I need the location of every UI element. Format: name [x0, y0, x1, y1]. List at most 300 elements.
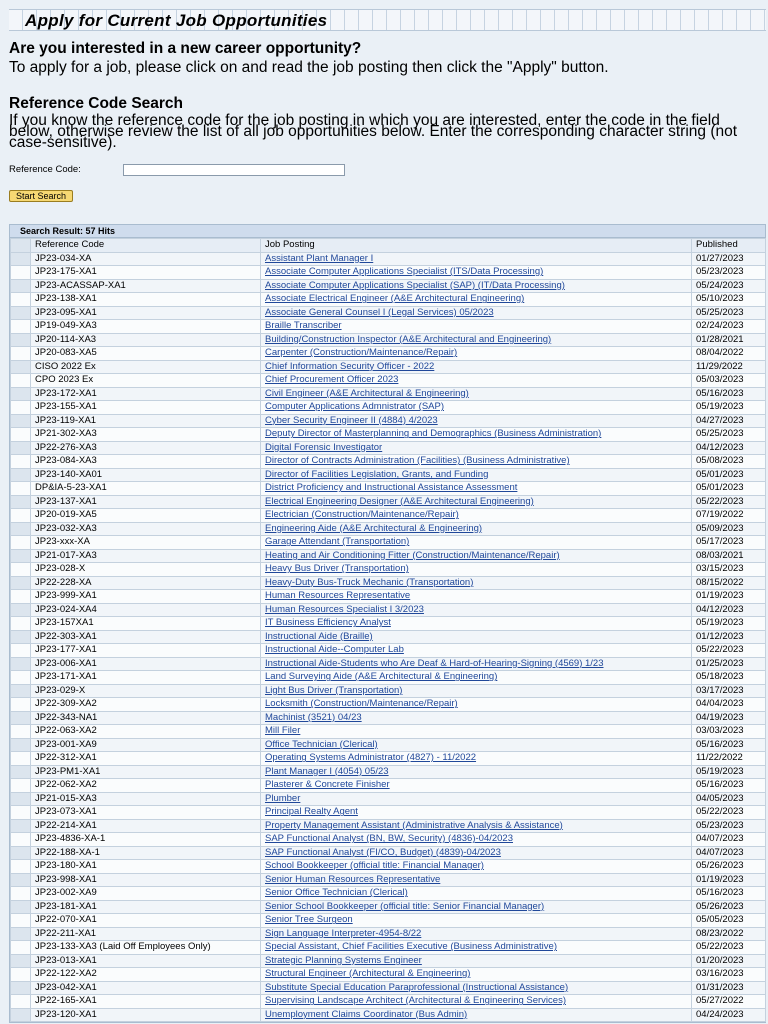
table-row[interactable]	[11, 1008, 766, 1022]
job-posting-link[interactable]: Instructional Aide-Students who Are Deaf & Hard-of-Hearing-Signing (4569) 1/23	[261, 657, 692, 671]
table-row[interactable]	[11, 738, 766, 752]
published-date-cell: 05/22/2023	[692, 806, 766, 820]
published-date-cell: 05/16/2023	[692, 738, 766, 752]
reference-code-cell: JP23-172-XA1	[31, 387, 261, 401]
table-row[interactable]	[11, 698, 766, 712]
search-heading: Reference Code Search	[9, 95, 184, 112]
row-selector[interactable]	[11, 995, 31, 1009]
table-row[interactable]	[11, 549, 766, 563]
job-posting-link[interactable]: Plumber	[261, 792, 692, 806]
table-row[interactable]	[11, 495, 766, 509]
row-selector[interactable]	[11, 684, 31, 698]
published-date-cell: 03/03/2023	[692, 725, 766, 739]
published-date-cell: 01/12/2023	[692, 630, 766, 644]
job-posting-link[interactable]: Land Surveying Aide (A&E Architectural & Engineering)	[261, 671, 692, 685]
job-posting-link[interactable]: Electrician (Construction/Maintenance/Repair)	[261, 509, 692, 523]
table-row[interactable]	[11, 914, 766, 928]
published-date-cell: 03/15/2023	[692, 563, 766, 577]
reference-code-cell: JP19-049-XA3	[31, 320, 261, 334]
table-row[interactable]	[11, 671, 766, 685]
published-date-cell: 05/17/2023	[692, 536, 766, 550]
published-date-cell: 01/31/2023	[692, 981, 766, 995]
published-date-cell: 01/28/2021	[692, 333, 766, 347]
job-posting-link[interactable]: Light Bus Driver (Transportation)	[261, 684, 692, 698]
job-posting-link[interactable]: District Proficiency and Instructional Assistance Assessment	[261, 482, 692, 496]
row-selector[interactable]	[11, 873, 31, 887]
reference-code-cell: JP21-015-XA3	[31, 792, 261, 806]
table-row[interactable]	[11, 320, 766, 334]
published-date-cell: 05/25/2023	[692, 306, 766, 320]
published-date-cell: 04/04/2023	[692, 698, 766, 712]
row-selector[interactable]	[11, 752, 31, 766]
reference-code-cell: JP23-180-XA1	[31, 860, 261, 874]
job-posting-link[interactable]: Senior School Bookkeeper (official title: Senior Financial Manager)	[261, 900, 692, 914]
job-posting-link[interactable]: Heating and Air Conditioning Fitter (Construction/Maintenance/Repair)	[261, 549, 692, 563]
reference-code-cell: JP23-029-X	[31, 684, 261, 698]
published-date-cell: 05/16/2023	[692, 387, 766, 401]
row-selector[interactable]	[11, 414, 31, 428]
reference-code-cell: JP23-095-XA1	[31, 306, 261, 320]
published-date-cell: 05/03/2023	[692, 374, 766, 388]
reference-code-cell: JP23-137-XA1	[31, 495, 261, 509]
job-posting-link[interactable]: Heavy Bus Driver (Transportation)	[261, 563, 692, 577]
published-date-cell: 05/19/2023	[692, 765, 766, 779]
results-title: Search Result: 57 Hits	[10, 225, 765, 238]
row-selector[interactable]	[11, 914, 31, 928]
table-row[interactable]	[11, 347, 766, 361]
reference-code-cell: JP23-084-XA3	[31, 455, 261, 469]
table-row[interactable]	[11, 684, 766, 698]
published-date-cell: 05/26/2023	[692, 860, 766, 874]
published-date-cell: 08/15/2022	[692, 576, 766, 590]
job-posting-link[interactable]: Plant Manager I (4054) 05/23	[261, 765, 692, 779]
row-selector[interactable]	[11, 320, 31, 334]
table-row[interactable]	[11, 374, 766, 388]
job-posting-link[interactable]: Associate Electrical Engineer (A&E Architectural Engineering)	[261, 293, 692, 307]
table-row[interactable]	[11, 401, 766, 415]
published-date-cell: 01/19/2023	[692, 590, 766, 604]
row-selector[interactable]	[11, 954, 31, 968]
table-row[interactable]	[11, 455, 766, 469]
table-row[interactable]	[11, 441, 766, 455]
row-selector[interactable]	[11, 252, 31, 266]
published-date-cell: 05/10/2023	[692, 293, 766, 307]
table-row[interactable]	[11, 846, 766, 860]
job-posting-link[interactable]: Braille Transcriber	[261, 320, 692, 334]
published-date-cell: 11/22/2022	[692, 752, 766, 766]
row-selector[interactable]	[11, 293, 31, 307]
reference-code-cell: JP23-140-XA01	[31, 468, 261, 482]
reference-code-cell: JP22-062-XA2	[31, 779, 261, 793]
job-posting-link[interactable]: Machinist (3521) 04/23	[261, 711, 692, 725]
published-date-cell: 04/12/2023	[692, 441, 766, 455]
reference-code-cell: JP23-999-XA1	[31, 590, 261, 604]
table-row[interactable]	[11, 482, 766, 496]
job-posting-link[interactable]: IT Business Efficiency Analyst	[261, 617, 692, 631]
reference-code-cell: JP23-ACASSAP-XA1	[31, 279, 261, 293]
job-posting-link[interactable]: Locksmith (Construction/Maintenance/Repair)	[261, 698, 692, 712]
job-posting-link[interactable]: Associate General Counsel I (Legal Services) 05/2023	[261, 306, 692, 320]
row-selector[interactable]	[11, 401, 31, 415]
reference-code-cell: JP23-032-XA3	[31, 522, 261, 536]
row-selector[interactable]	[11, 981, 31, 995]
column-header-reference-code[interactable]: Reference Code	[31, 239, 261, 253]
row-selector[interactable]	[11, 468, 31, 482]
job-posting-link[interactable]: Engineering Aide (A&E Architectural & Engineering)	[261, 522, 692, 536]
table-row[interactable]	[11, 927, 766, 941]
published-date-cell: 05/01/2023	[692, 482, 766, 496]
job-posting-link[interactable]: Office Technician (Clerical)	[261, 738, 692, 752]
reference-code-label: Reference Code:	[9, 164, 81, 175]
reference-code-cell: JP23-PM1-XA1	[31, 765, 261, 779]
table-row[interactable]	[11, 725, 766, 739]
job-posting-link[interactable]: Garage Attendant (Transportation)	[261, 536, 692, 550]
row-selector[interactable]	[11, 522, 31, 536]
job-posting-link[interactable]: SAP Functional Analyst (FI/CO, Budget) (4839)-04/2023	[261, 846, 692, 860]
reference-code-cell: JP22-312-XA1	[31, 752, 261, 766]
reference-code-cell: JP23-034-XA	[31, 252, 261, 266]
row-selector[interactable]	[11, 333, 31, 347]
published-date-cell: 05/22/2023	[692, 941, 766, 955]
row-selector[interactable]	[11, 549, 31, 563]
table-row[interactable]	[11, 590, 766, 604]
job-posting-link[interactable]: Associate Computer Applications Specialist (SAP) (IT/Data Processing)	[261, 279, 692, 293]
reference-code-cell: JP22-165-XA1	[31, 995, 261, 1009]
table-row[interactable]	[11, 536, 766, 550]
job-posting-link[interactable]: Instructional Aide--Computer Lab	[261, 644, 692, 658]
row-selector[interactable]	[11, 441, 31, 455]
reference-code-cell: JP23-138-XA1	[31, 293, 261, 307]
row-selector[interactable]	[11, 698, 31, 712]
row-selector[interactable]	[11, 927, 31, 941]
job-posting-link[interactable]: Deputy Director of Masterplanning and Demographics (Business Administration)	[261, 428, 692, 442]
published-date-cell: 05/16/2023	[692, 779, 766, 793]
intro-text: To apply for a job, please click on and read the job posting then click the "Apply" button.	[9, 59, 609, 76]
job-posting-link[interactable]: Chief Information Security Officer - 2022	[261, 360, 692, 374]
table-row[interactable]	[11, 630, 766, 644]
published-date-cell: 04/19/2023	[692, 711, 766, 725]
reference-code-cell: JP22-063-XA2	[31, 725, 261, 739]
row-selector[interactable]	[11, 306, 31, 320]
job-posting-link[interactable]: Structural Engineer (Architectural & Engineering)	[261, 968, 692, 982]
published-date-cell: 05/08/2023	[692, 455, 766, 469]
row-selector[interactable]	[11, 819, 31, 833]
table-row[interactable]	[11, 752, 766, 766]
published-date-cell: 04/27/2023	[692, 414, 766, 428]
row-selector[interactable]	[11, 846, 31, 860]
row-selector[interactable]	[11, 765, 31, 779]
published-date-cell: 05/23/2023	[692, 266, 766, 280]
table-row[interactable]	[11, 792, 766, 806]
reference-code-cell: JP22-122-XA2	[31, 968, 261, 982]
table-row[interactable]	[11, 387, 766, 401]
job-posting-link[interactable]: Operating Systems Administrator (4827) - 11/2022	[261, 752, 692, 766]
job-posting-link[interactable]: Strategic Planning Systems Engineer	[261, 954, 692, 968]
row-selector[interactable]	[11, 360, 31, 374]
select-all-cell[interactable]	[11, 239, 31, 253]
reference-code-cell: JP22-070-XA1	[31, 914, 261, 928]
published-date-cell: 01/25/2023	[692, 657, 766, 671]
published-date-cell: 05/22/2023	[692, 644, 766, 658]
reference-code-cell: JP23-157XA1	[31, 617, 261, 631]
job-posting-link[interactable]: Assistant Plant Manager I	[261, 252, 692, 266]
row-selector[interactable]	[11, 860, 31, 874]
reference-code-cell: JP22-276-XA3	[31, 441, 261, 455]
reference-code-cell: JP23-002-XA9	[31, 887, 261, 901]
table-row[interactable]	[11, 306, 766, 320]
table-row[interactable]	[11, 468, 766, 482]
row-selector[interactable]	[11, 590, 31, 604]
row-selector[interactable]	[11, 630, 31, 644]
row-selector[interactable]	[11, 603, 31, 617]
job-posting-link[interactable]: Carpenter (Construction/Maintenance/Repair)	[261, 347, 692, 361]
published-date-cell: 07/19/2022	[692, 509, 766, 523]
published-date-cell: 05/19/2023	[692, 401, 766, 415]
row-selector[interactable]	[11, 347, 31, 361]
row-selector[interactable]	[11, 779, 31, 793]
published-date-cell: 05/16/2023	[692, 887, 766, 901]
reference-code-cell: JP23-133-XA3 (Laid Off Employees Only)	[31, 941, 261, 955]
job-posting-link[interactable]: Plasterer & Concrete Finisher	[261, 779, 692, 793]
job-posting-link[interactable]: Associate Computer Applications Specialist (ITS/Data Processing)	[261, 266, 692, 280]
row-selector[interactable]	[11, 509, 31, 523]
reference-code-cell: CISO 2022 Ex	[31, 360, 261, 374]
table-row[interactable]	[11, 806, 766, 820]
job-posting-link[interactable]: Computer Applications Admnistrator (SAP)	[261, 401, 692, 415]
job-posting-link[interactable]: Sign Language Interpreter-4954-8/22	[261, 927, 692, 941]
published-date-cell: 05/24/2023	[692, 279, 766, 293]
row-selector[interactable]	[11, 495, 31, 509]
published-date-cell: 04/24/2023	[692, 1008, 766, 1022]
job-posting-link[interactable]: Principal Realty Agent	[261, 806, 692, 820]
table-row[interactable]	[11, 941, 766, 955]
row-selector[interactable]	[11, 455, 31, 469]
row-selector[interactable]	[11, 887, 31, 901]
published-date-cell: 02/24/2023	[692, 320, 766, 334]
table-row[interactable]	[11, 576, 766, 590]
row-selector[interactable]	[11, 738, 31, 752]
reference-code-cell: JP23-119-XA1	[31, 414, 261, 428]
reference-code-cell: JP23-001-XA9	[31, 738, 261, 752]
table-row[interactable]	[11, 711, 766, 725]
search-results	[9, 224, 766, 1023]
row-selector[interactable]	[11, 806, 31, 820]
reference-code-cell: JP22-211-XA1	[31, 927, 261, 941]
table-row[interactable]	[11, 644, 766, 658]
row-selector[interactable]	[11, 536, 31, 550]
job-posting-link[interactable]: Digital Forensic Investigator	[261, 441, 692, 455]
published-date-cell: 05/01/2023	[692, 468, 766, 482]
table-row[interactable]	[11, 779, 766, 793]
row-selector[interactable]	[11, 833, 31, 847]
reference-code-cell: JP20-019-XA5	[31, 509, 261, 523]
table-header-row	[11, 239, 766, 253]
reference-code-cell: JP23-171-XA1	[31, 671, 261, 685]
start-search-button[interactable]: Start Search	[9, 190, 73, 202]
results-table	[10, 238, 766, 1022]
row-selector[interactable]	[11, 900, 31, 914]
table-row[interactable]	[11, 279, 766, 293]
table-row[interactable]	[11, 873, 766, 887]
job-posting-link[interactable]: Electrical Engineering Designer (A&E Architectural Engineering)	[261, 495, 692, 509]
published-date-cell: 05/26/2023	[692, 900, 766, 914]
job-posting-link[interactable]: Director of Facilities Legislation, Grants, and Funding	[261, 468, 692, 482]
published-date-cell: 05/22/2023	[692, 495, 766, 509]
reference-code-cell: JP23-013-XA1	[31, 954, 261, 968]
reference-code-cell: JP20-083-XA5	[31, 347, 261, 361]
reference-code-cell: CPO 2023 Ex	[31, 374, 261, 388]
table-row[interactable]	[11, 968, 766, 982]
row-selector[interactable]	[11, 1008, 31, 1022]
job-posting-link[interactable]: Building/Construction Inspector (A&E Architectural and Engineering)	[261, 333, 692, 347]
column-header-published[interactable]: Published	[692, 239, 766, 253]
reference-code-cell: JP22-188-XA-1	[31, 846, 261, 860]
reference-code-cell: JP23-998-XA1	[31, 873, 261, 887]
job-posting-link[interactable]: Chief Procurement Officer 2023	[261, 374, 692, 388]
job-posting-link[interactable]: School Bookkeeper (official title: Financial Manager)	[261, 860, 692, 874]
published-date-cell: 05/18/2023	[692, 671, 766, 685]
job-posting-link[interactable]: Supervising Landscape Architect (Architectural & Engineering Services)	[261, 995, 692, 1009]
table-row[interactable]	[11, 360, 766, 374]
reference-code-cell: JP23-006-XA1	[31, 657, 261, 671]
reference-code-input[interactable]	[123, 164, 345, 176]
row-selector[interactable]	[11, 617, 31, 631]
table-row[interactable]	[11, 765, 766, 779]
job-posting-link[interactable]: Senior Office Technician (Clerical)	[261, 887, 692, 901]
intro-heading: Are you interested in a new career opportunity?	[9, 40, 362, 57]
table-row[interactable]	[11, 833, 766, 847]
job-posting-link[interactable]: Civil Engineer (A&E Architectural & Engineering)	[261, 387, 692, 401]
table-row[interactable]	[11, 293, 766, 307]
table-row[interactable]	[11, 603, 766, 617]
row-selector[interactable]	[11, 792, 31, 806]
table-row[interactable]	[11, 522, 766, 536]
row-selector[interactable]	[11, 657, 31, 671]
reference-code-cell: JP23-4836-XA-1	[31, 833, 261, 847]
job-posting-link[interactable]: Heavy-Duty Bus-Truck Mechanic (Transportation)	[261, 576, 692, 590]
published-date-cell: 04/07/2023	[692, 833, 766, 847]
published-date-cell: 05/23/2023	[692, 819, 766, 833]
row-selector[interactable]	[11, 387, 31, 401]
job-posting-link[interactable]: Instructional Aide (Braille)	[261, 630, 692, 644]
job-posting-link[interactable]: Unemployment Claims Coordinator (Bus Admin)	[261, 1008, 692, 1022]
published-date-cell: 01/20/2023	[692, 954, 766, 968]
table-row[interactable]	[11, 887, 766, 901]
job-posting-link[interactable]: Human Resources Representative	[261, 590, 692, 604]
row-selector[interactable]	[11, 279, 31, 293]
row-selector[interactable]	[11, 968, 31, 982]
row-selector[interactable]	[11, 725, 31, 739]
table-row[interactable]	[11, 252, 766, 266]
table-row[interactable]	[11, 819, 766, 833]
published-date-cell: 05/05/2023	[692, 914, 766, 928]
reference-code-cell: JP23-024-XA4	[31, 603, 261, 617]
row-selector[interactable]	[11, 482, 31, 496]
table-row[interactable]	[11, 657, 766, 671]
row-selector[interactable]	[11, 941, 31, 955]
table-row[interactable]	[11, 900, 766, 914]
row-selector[interactable]	[11, 563, 31, 577]
row-selector[interactable]	[11, 671, 31, 685]
table-row[interactable]	[11, 266, 766, 280]
reference-code-cell: JP22-343-NA1	[31, 711, 261, 725]
reference-code-cell: JP23-120-XA1	[31, 1008, 261, 1022]
reference-code-cell: JP22-309-XA2	[31, 698, 261, 712]
table-row[interactable]	[11, 509, 766, 523]
published-date-cell: 03/16/2023	[692, 968, 766, 982]
published-date-cell: 11/29/2022	[692, 360, 766, 374]
published-date-cell: 08/04/2022	[692, 347, 766, 361]
job-posting-link[interactable]: Special Assistant, Chief Facilities Executive (Business Administrative)	[261, 941, 692, 955]
published-date-cell: 04/07/2023	[692, 846, 766, 860]
table-row[interactable]	[11, 414, 766, 428]
job-posting-link[interactable]: Substitute Special Education Paraprofessional (Instructional Assistance)	[261, 981, 692, 995]
job-posting-link[interactable]: Director of Contracts Administration (Facilities) (Business Administrative)	[261, 455, 692, 469]
search-instructions: If you know the reference code for the job posting in which you are interested, enter the code in the field below, otherwise review the list of all job opportunities below. Enter the corresponding character string (not case-sensitive).	[9, 112, 738, 151]
published-date-cell: 04/12/2023	[692, 603, 766, 617]
reference-code-cell: DP&IA-5-23-XA1	[31, 482, 261, 496]
row-selector[interactable]	[11, 644, 31, 658]
reference-code-cell: JP20-114-XA3	[31, 333, 261, 347]
table-row[interactable]	[11, 333, 766, 347]
row-selector[interactable]	[11, 374, 31, 388]
published-date-cell: 01/27/2023	[692, 252, 766, 266]
reference-code-cell: JP22-214-XA1	[31, 819, 261, 833]
table-row[interactable]	[11, 428, 766, 442]
table-row[interactable]	[11, 981, 766, 995]
job-posting-link[interactable]: Human Resources Specialist I 3/2023	[261, 603, 692, 617]
reference-code-cell: JP22-303-XA1	[31, 630, 261, 644]
published-date-cell: 08/03/2021	[692, 549, 766, 563]
job-posting-link[interactable]: Mill Filer	[261, 725, 692, 739]
reference-code-cell: JP23-175-XA1	[31, 266, 261, 280]
reference-code-cell: JP23-181-XA1	[31, 900, 261, 914]
reference-code-cell: JP23-073-XA1	[31, 806, 261, 820]
published-date-cell: 01/19/2023	[692, 873, 766, 887]
job-posting-link[interactable]: Senior Human Resources Representative	[261, 873, 692, 887]
row-selector[interactable]	[11, 711, 31, 725]
job-posting-link[interactable]: Cyber Security Engineer II (4884) 4/2023	[261, 414, 692, 428]
row-selector[interactable]	[11, 576, 31, 590]
job-posting-link[interactable]: Senior Tree Surgeon	[261, 914, 692, 928]
reference-code-cell: JP22-228-XA	[31, 576, 261, 590]
results-body	[11, 252, 766, 1022]
published-date-cell: 05/25/2023	[692, 428, 766, 442]
column-header-job-posting[interactable]: Job Posting	[261, 239, 692, 253]
table-row[interactable]	[11, 954, 766, 968]
table-row[interactable]	[11, 860, 766, 874]
published-date-cell: 05/27/2022	[692, 995, 766, 1009]
row-selector[interactable]	[11, 266, 31, 280]
reference-code-cell: JP21-302-XA3	[31, 428, 261, 442]
reference-code-cell: JP21-017-XA3	[31, 549, 261, 563]
table-row[interactable]	[11, 617, 766, 631]
published-date-cell: 05/19/2023	[692, 617, 766, 631]
reference-code-cell: JP23-177-XA1	[31, 644, 261, 658]
job-posting-link[interactable]: Property Management Assistant (Administrative Analysis & Assistance)	[261, 819, 692, 833]
table-row[interactable]	[11, 995, 766, 1009]
page-title: Apply for Current Job Opportunities	[25, 11, 328, 30]
job-posting-link[interactable]: SAP Functional Analyst (BN, BW, Security) (4836)-04/2023	[261, 833, 692, 847]
reference-code-cell: JP23-155-XA1	[31, 401, 261, 415]
reference-code-cell: JP23-028-X	[31, 563, 261, 577]
reference-code-cell: JP23-xxx-XA	[31, 536, 261, 550]
row-selector[interactable]	[11, 428, 31, 442]
table-row[interactable]	[11, 563, 766, 577]
reference-code-cell: JP23-042-XA1	[31, 981, 261, 995]
published-date-cell: 05/09/2023	[692, 522, 766, 536]
published-date-cell: 08/23/2022	[692, 927, 766, 941]
